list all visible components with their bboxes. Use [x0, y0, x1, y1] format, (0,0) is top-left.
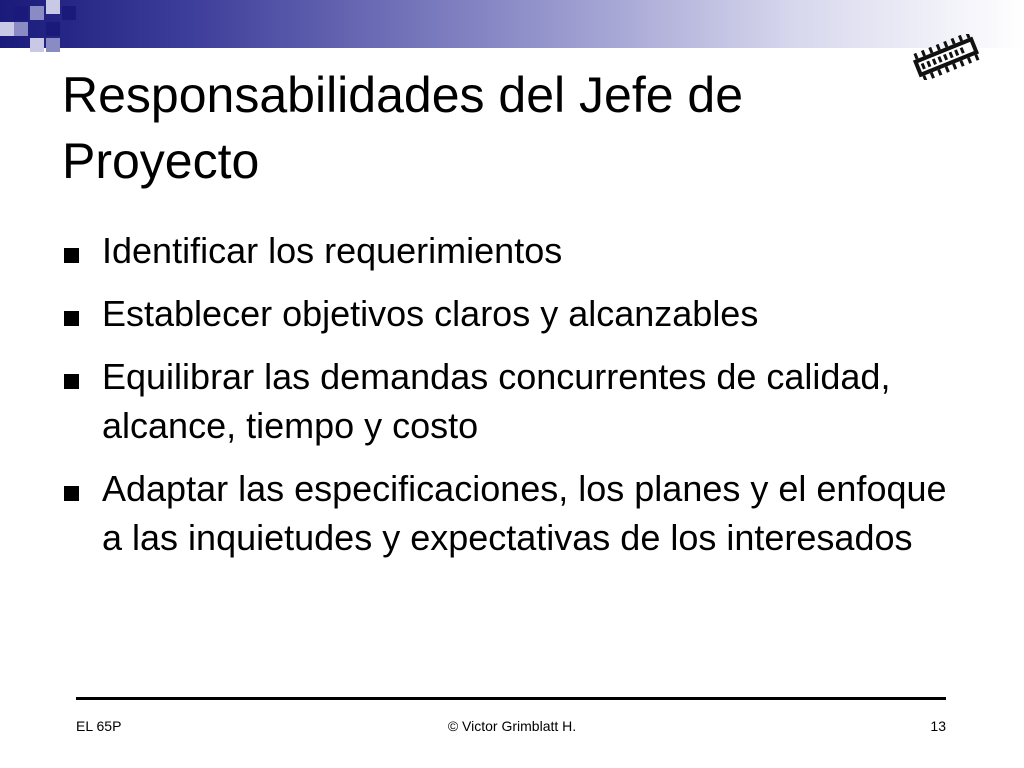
- bullet-item: [64, 464, 964, 562]
- ic-chip-icon: [906, 34, 986, 80]
- bullet-text: Adaptar las especificaciones, los planes y el enfoque a las inquietudes y expectativas de los interesados: [102, 468, 947, 558]
- bullet-item: [64, 289, 964, 338]
- bullet-square-icon: [64, 248, 79, 263]
- bullet-item: [64, 352, 964, 450]
- bullet-square-icon: [64, 486, 79, 501]
- footer-page-number: 13: [930, 718, 946, 734]
- slide-title: Responsabilidades del Jefe de Proyecto: [62, 67, 744, 189]
- bullet-square-icon: [64, 374, 79, 389]
- footer-course-code: EL 65P: [76, 718, 122, 734]
- bullet-list: [64, 226, 964, 576]
- bullet-square-icon: [64, 311, 79, 326]
- bullet-item: [64, 226, 964, 275]
- footer-divider: [76, 697, 946, 700]
- footer-copyright: © Victor Grimblatt H.: [447, 718, 577, 734]
- bullet-text: Identificar los requerimientos: [102, 230, 563, 271]
- bullet-text: Establecer objetivos claros y alcanzables: [102, 293, 759, 334]
- header-gradient-band: [0, 0, 1024, 48]
- bullet-text: Equilibrar las demandas concurrentes de calidad, alcance, tiempo y costo: [102, 356, 891, 446]
